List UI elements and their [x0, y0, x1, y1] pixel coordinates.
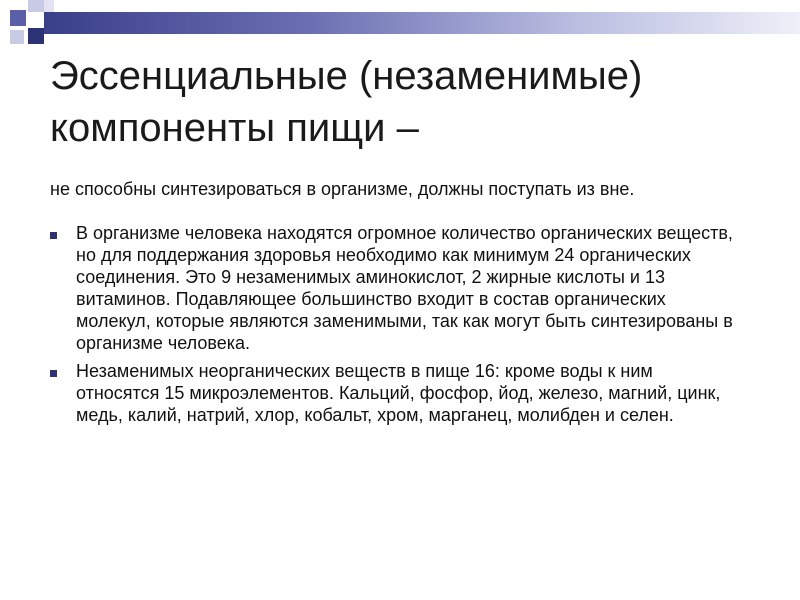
- decor-square: [10, 10, 26, 26]
- slide-title: Эссенциальные (незаменимые) компоненты пищи –: [50, 54, 643, 150]
- decor-square: [28, 28, 44, 44]
- bullet-item: [50, 222, 740, 354]
- bullet-list: [50, 222, 740, 432]
- square-bullet-icon: [50, 232, 57, 239]
- header-gradient-bar: [44, 12, 800, 34]
- decor-square: [10, 30, 24, 44]
- square-bullet-icon: [50, 370, 57, 377]
- bullet-text: В организме человека находятся огромное количество органических веществ, но для поддержания здоровья необходимо как минимум 24 органических соединения. Это 9 незаменимых аминокислот, 2 жирные кислоты и 13 витаминов. Подавляющее большинство входит в состав органических молекул, которые являются заменимыми, так как могут быть синтезированы в организме человека.: [76, 223, 733, 353]
- bullet-item: [50, 360, 740, 426]
- decor-square: [44, 0, 54, 12]
- intro-text: не способны синтезироваться в организме, должны поступать из вне.: [50, 179, 635, 199]
- decor-square: [28, 0, 44, 12]
- bullet-text: Незаменимых неорганических веществ в пище 16: кроме воды к ним относятся 15 микроэлементов. Кальций, фосфор, йод, железо, магний, цинк, медь, калий, натрий, хлор, кобальт, хром, марганец, молибден и селен.: [76, 361, 721, 425]
